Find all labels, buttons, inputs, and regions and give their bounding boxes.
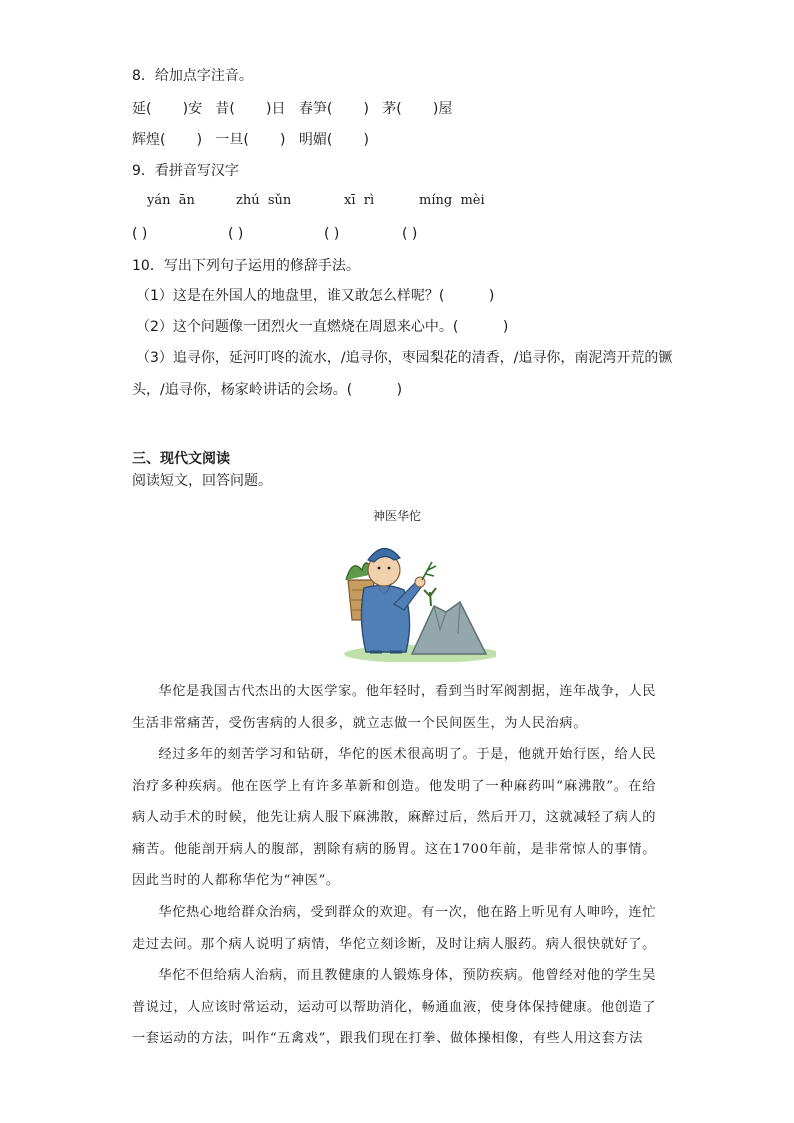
question-10-item-2: （2）这个问题像一团烈火一直燃烧在周恩来心中。( )	[136, 319, 509, 335]
question-10-title: 10．写出下列句子运用的修辞手法。	[132, 258, 360, 274]
answer-blank-3[interactable]: ( )	[324, 226, 340, 242]
question-10-item-1: （1）这是在外国人的地盘里，谁又敢怎么样呢？( )	[136, 288, 495, 304]
article-paragraph-2: 经过多年的刻苦学习和钻研，华佗的医术很高明了。于是，他就开始行医，给人民治疗多种疾病。他在医学上有许多革新和创造。他发明了一种麻药叫“麻沸散”。在给病人动手术的时候，他先让病人服下麻沸散，麻醉过后，然后开刀，这就减轻了病人的痛苦。他能剖开病人的腹部，割除有病的肠胃。这在1700年前，是非常惊人的事情。因此当时的人都称华佗为“神医”。	[132, 747, 656, 888]
article-title: 神医华佗	[372, 509, 421, 523]
hua-tuo-illustration	[334, 530, 496, 666]
question-8-title: 8．给加点字注音。	[132, 68, 253, 84]
question-8-row-2: 辉煌( ) 一旦( ) 明媚( )	[132, 132, 369, 148]
section-instruction: 阅读短文，回答问题。	[132, 473, 272, 489]
pinyin-1: yán ān	[147, 193, 195, 208]
answer-blank-1[interactable]: ( )	[132, 226, 148, 242]
section-heading: 三、现代文阅读	[132, 451, 230, 467]
question-9-title: 9．看拼音写汉字	[132, 163, 239, 179]
article-paragraph-3: 华佗热心地给群众治病，受到群众的欢迎。有一次，他在路上听见有人呻吟，连忙走过去问。那个病人说明了病情，华佗立刻诊断，及时让病人服药。病人很快就好了。	[132, 905, 656, 952]
answer-blank-4[interactable]: ( )	[402, 226, 418, 242]
question-8-row-1: 延( )安 昔( )日 春笋( ) 茅( )屋	[132, 101, 453, 117]
question-10-item-3-cont: 头，/追寻你，杨家岭讲话的会场。( )	[132, 382, 403, 398]
pinyin-2: zhú sǔn	[236, 193, 292, 208]
answer-blank-2[interactable]: ( )	[228, 226, 244, 242]
pinyin-3: xī rì	[344, 193, 375, 208]
article-paragraph-1: 华佗是我国古代杰出的大医学家。他年轻时，看到当时军阀割据，连年战争，人民生活非常痛苦，受伤害病的人很多，就立志做一个民间医生，为人民治病。	[132, 684, 656, 731]
pinyin-4: míng mèi	[419, 193, 485, 208]
article-paragraph-4: 华佗不但给病人治病，而且教健康的人锻炼身体，预防疾病。他曾经对他的学生吴普说过，人应该时常运动，运动可以帮助消化，畅通血液，使身体保持健康。他创造了一套运动的方法，叫作“五禽戏”，跟我们现在打拳、做体操相像，有些人用这套方法	[132, 968, 656, 1046]
question-10-item-3: （3）追寻你，延河叮咚的流水，/追寻你，枣园梨花的清香，/追寻你，南泥湾开荒的镢	[136, 350, 673, 366]
